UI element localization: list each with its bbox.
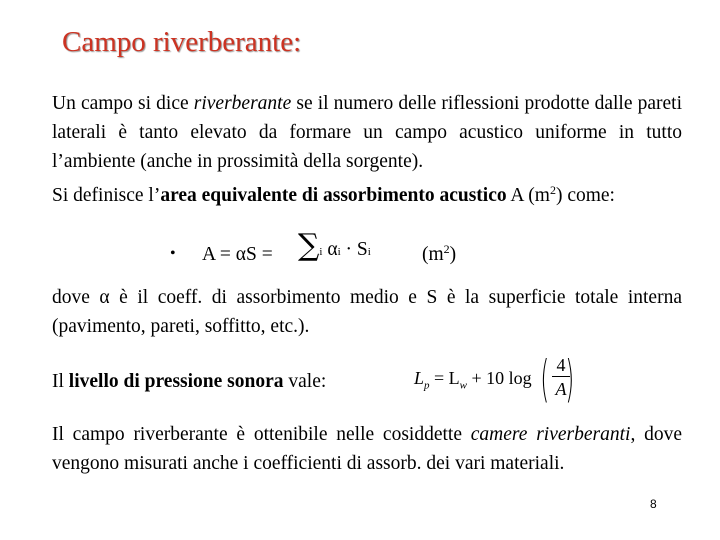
p2-text-a: Si definisce l’ [52,185,161,206]
sum-index: i [319,246,323,258]
paragraph-area-definition [52,185,682,207]
unit-open: (m [422,244,444,265]
p5-text-b: vale: [283,371,327,392]
p4-italic: camere riverberanti [470,424,631,445]
p5-text-a: Il [52,371,69,392]
p2-sup: 2 [549,183,556,197]
p2-text-c: ) come: [555,185,615,206]
log-term: + 10 log [467,368,532,388]
p2-text-b: A (m [506,185,550,206]
fraction-denominator: A [555,379,567,399]
sigma-symbol: ∑ [298,228,320,263]
p4-text-a: Il campo riverberante è ottenibile nelle cosiddette [52,424,471,445]
p4-text-b: , dove vengono misurati anche i coefficienti di assorb. dei vari materiali. [52,424,682,474]
left-paren: ( [540,350,550,408]
unit-close: ) [449,244,457,265]
fraction-numerator: 4 [552,354,570,377]
sum-term-alpha-sub: i [337,246,341,258]
formula-lp-expression [414,368,532,392]
slide-title: Campo riverberante: [62,26,302,58]
formula-area-lhs: A = αS = [202,244,273,265]
p1-text-a: Un campo si dice [52,93,194,114]
paragraph-definition [52,89,682,176]
paragraph-alpha-description: dove α è il coeff. di assorbimento medio e S è la superficie totale interna (pavimento, pareti, soffitto, etc.). [52,287,682,337]
formula-sum [298,228,371,263]
formula-area-unit [422,244,456,266]
sum-term-alpha: α [327,239,338,260]
p2-bold: area equivalente di assorbimento acustico [160,185,507,206]
lp-sub: p [424,379,430,392]
right-paren: ) [565,350,575,408]
paragraph-pressure-level [52,367,326,396]
sum-term-s: · S [340,239,368,260]
p1-text-b: se il numero delle riflessioni prodotte dalle pareti laterali è tanto elevato da formare un campo acustico uniforme in tutto l’ambiente (anche in prossimità della sorgente). [52,93,682,172]
p5-bold: livello di pressione sonora [68,371,284,392]
p1-italic: riverberante [193,93,292,114]
sum-term-s-sub: i [367,246,371,258]
page-number: 8 [650,497,657,511]
formula-pressure-level [414,352,584,408]
lw-symbol: = L [429,368,460,388]
lw-sub: w [459,379,468,392]
bullet-icon: • [170,245,176,262]
unit-sup: 2 [443,242,450,256]
paragraph-reverberant-chambers [52,420,682,478]
lp-symbol: L [414,368,425,388]
